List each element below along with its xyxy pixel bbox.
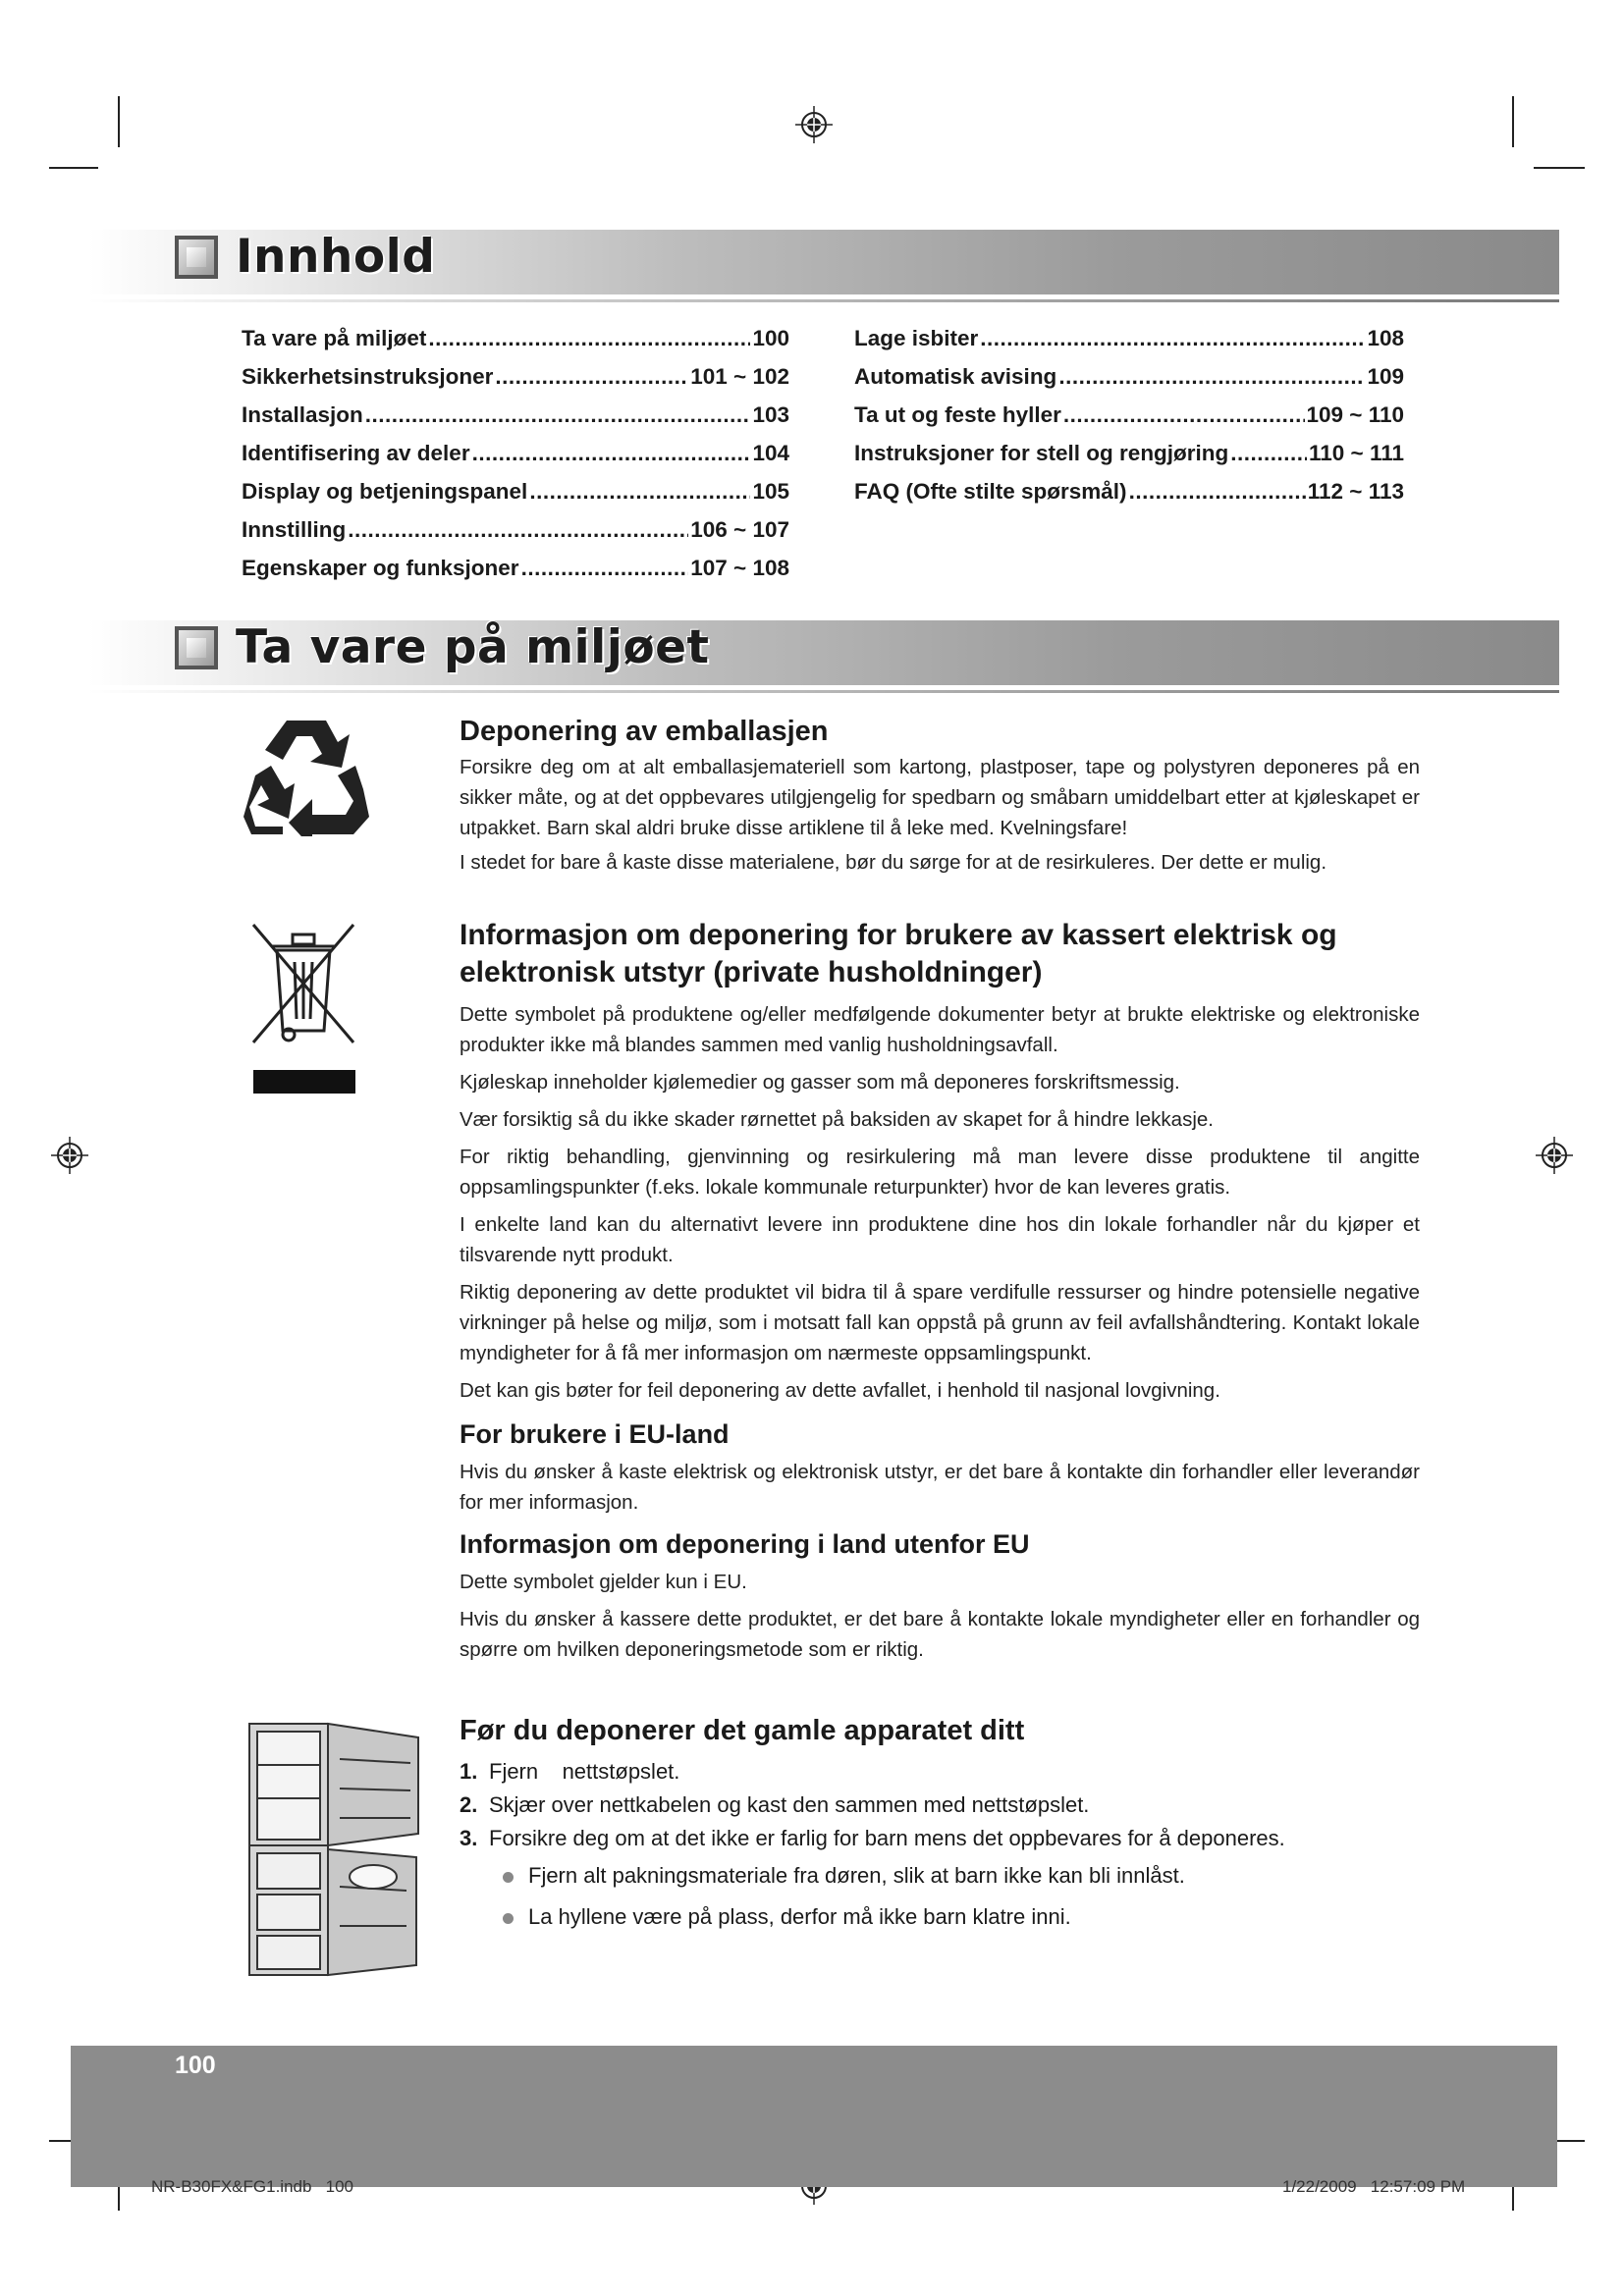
toc-leader: [1230, 441, 1307, 466]
toc-entry-page: 106 ~ 107: [690, 517, 789, 542]
toc-entry-title: Ta vare på miljøet: [242, 326, 427, 350]
toc-entry-page: 105: [752, 479, 789, 504]
registration-mark-icon: [795, 106, 833, 143]
toc-entry[interactable]: [854, 479, 1404, 517]
crop-mark: [1534, 167, 1585, 169]
toc-entry-title: Innstilling: [242, 517, 347, 542]
toc-entry[interactable]: [854, 364, 1404, 402]
weee-paragraph: For riktig behandling, gjenvinning og resirkulering må man levere disse produktene til angitte oppsamlingspunkter (f.eks. lokale kommunale returpunkter) hvor de kan leveres gratis.: [460, 1146, 1420, 1199]
disposal-step: [460, 1755, 1420, 1789]
eu-title: For brukere i EU-land: [460, 1419, 730, 1449]
recycle-icon: [244, 717, 369, 836]
step-number: 1.: [460, 1759, 478, 1784]
disposal-bullet: [460, 1896, 1420, 1938]
toc-leader: [365, 402, 751, 428]
non-eu-paragraph: Dette symbolet gjelder kun i EU.: [460, 1571, 747, 1593]
toc-entry-title: Egenskaper og funksjoner: [242, 556, 519, 580]
disposal-bullet: [460, 1855, 1420, 1896]
crossed-out-bin-icon: [249, 921, 357, 1097]
step-text: Skjær over nettkabelen og kast den sammen med nettstøpslet.: [489, 1792, 1090, 1817]
toc-entry-page: 109: [1367, 364, 1404, 389]
weee-paragraph: Dette symbolet på produktene og/eller medfølgende dokumenter betyr at brukte elektriske og elektroniske produkter ikke må blandes sammen med vanlig husholdningsavfall.: [460, 1003, 1420, 1056]
toc-entry[interactable]: [242, 326, 789, 364]
toc-leader: [1129, 479, 1306, 505]
environment-banner: [88, 620, 1559, 685]
toc-entry-title: Ta ut og feste hyller: [854, 402, 1061, 427]
toc-entry-title: Automatisk avising: [854, 364, 1057, 389]
toc-entry-page: 107 ~ 108: [690, 556, 789, 580]
packaging-paragraph: I stedet for bare å kaste disse materialene, bør du sørge for at de resirkuleres. Der dette er mulig.: [460, 851, 1327, 874]
page-number: 100: [175, 2052, 216, 2079]
contents-heading: Innhold: [236, 230, 436, 284]
toc-leader: [495, 364, 688, 390]
disposal-steps: [460, 1755, 1420, 1855]
banner-rule: [88, 299, 1559, 302]
print-slug-right: 1/22/2009 12:57:09 PM: [1282, 2177, 1466, 2196]
toc-leader: [980, 326, 1365, 351]
step-number: 2.: [460, 1792, 478, 1817]
print-slug-left: NR-B30FX&FG1.indb 100: [151, 2177, 353, 2196]
toc-entry-page: 103: [752, 402, 789, 427]
toc-entry-title: Installasjon: [242, 402, 363, 427]
toc-leader: [529, 479, 750, 505]
toc-entry[interactable]: [854, 441, 1404, 479]
before-disposal-title: Før du deponerer det gamle apparatet ditt: [460, 1715, 1025, 1746]
toc-leader: [1058, 364, 1365, 390]
toc-entry-page: 110 ~ 111: [1309, 441, 1404, 465]
packaging-title: Deponering av emballasjen: [460, 716, 829, 747]
non-eu-title: Informasjon om deponering i land utenfor EU: [460, 1529, 1030, 1559]
crop-mark: [118, 96, 120, 147]
toc-left-column: [242, 326, 789, 594]
eu-paragraph: Hvis du ønsker å kaste elektrisk og elektronisk utstyr, er det bare å kontakte din forhandler eller leverandør for mer informasjon.: [460, 1461, 1420, 1514]
non-eu-paragraph: Hvis du ønsker å kassere dette produktet, er det bare å kontakte lokale myndigheter eller en forhandler og spørre om hvilken deponeringsmetode som er riktig.: [460, 1608, 1420, 1661]
toc-leader: [1063, 402, 1305, 428]
packaging-paragraph: Forsikre deg om at alt emballasjemateriell som kartong, plastposer, tape og polystyren deponeres på en sikker måte, og at det oppbevares utilgjengelig for spedbarn og småbarn umiddelbart etter at kjøleskapet er utpakket. Barn skal aldri bruke disse artiklene til å leke med. Kvelningsfare!: [460, 756, 1420, 839]
toc-entry-page: 104: [752, 441, 789, 465]
toc-leader: [521, 556, 689, 581]
banner-rule: [88, 690, 1559, 693]
weee-paragraph: Vær forsiktig så du ikke skader rørnettet på baksiden av skapet for å hindre lekkasje.: [460, 1108, 1214, 1131]
banner-square-icon: [175, 626, 218, 669]
weee-paragraph: I enkelte land kan du alternativt levere inn produktene dine hos din lokale forhandler når du kjøper et tilsvarende nytt produkt.: [460, 1213, 1420, 1266]
before-disposal-section: [460, 1712, 1420, 1938]
disposal-step: [460, 1822, 1420, 1855]
crop-mark: [49, 167, 98, 169]
weee-title: Informasjon om deponering for brukere av kassert elektrisk og elektronisk utstyr (private husholdninger): [460, 919, 1337, 988]
toc-entry[interactable]: [854, 326, 1404, 364]
disposal-step: [460, 1789, 1420, 1822]
toc-entry[interactable]: [242, 517, 789, 556]
toc-entry[interactable]: [242, 556, 789, 594]
crop-mark: [1512, 96, 1514, 147]
toc-entry-title: Lage isbiter: [854, 326, 979, 350]
toc-entry[interactable]: [854, 402, 1404, 441]
environment-heading: Ta vare på miljøet: [236, 620, 710, 674]
toc-entry[interactable]: [242, 364, 789, 402]
toc-entry-title: FAQ (Ofte stilte spørsmål): [854, 479, 1127, 504]
toc-entry[interactable]: [242, 479, 789, 517]
toc-entry-title: Display og betjeningspanel: [242, 479, 528, 504]
packaging-section: [460, 713, 1420, 878]
step-number: 3.: [460, 1826, 478, 1850]
toc-leader: [428, 326, 750, 351]
weee-section: [460, 917, 1420, 1665]
toc-entry-title: Sikkerhetsinstruksjoner: [242, 364, 494, 389]
footer-bar: [71, 2046, 1557, 2187]
banner-square-icon: [175, 236, 218, 279]
step-text: Fjern nettstøpslet.: [489, 1759, 680, 1784]
step-text: Forsikre deg om at det ikke er farlig for barn mens det oppbevares for å deponeres.: [489, 1826, 1285, 1850]
toc-entry-title: Instruksjoner for stell og rengjøring: [854, 441, 1229, 465]
weee-paragraph: Det kan gis bøter for feil deponering av dette avfallet, i henhold til nasjonal lovgivning.: [460, 1379, 1220, 1402]
toc-entry[interactable]: [242, 402, 789, 441]
toc-leader: [472, 441, 751, 466]
bullet-text: Fjern alt pakningsmateriale fra døren, slik at barn ikke kan bli innlåst.: [528, 1863, 1185, 1888]
toc-entry-title: Identifisering av deler: [242, 441, 470, 465]
toc-entry-page: 112 ~ 113: [1307, 479, 1404, 504]
registration-mark-icon: [1536, 1137, 1573, 1174]
toc-entry-page: 100: [752, 326, 789, 350]
bullet-text: La hyllene være på plass, derfor må ikke barn klatre inni.: [528, 1904, 1071, 1929]
contents-banner: [88, 230, 1559, 294]
weee-paragraph: Kjøleskap inneholder kjølemedier og gasser som må deponeres forskriftsmessig.: [460, 1071, 1180, 1094]
toc-leader: [348, 517, 688, 543]
toc-entry-page: 108: [1367, 326, 1404, 350]
toc-entry-page: 101 ~ 102: [690, 364, 789, 389]
weee-paragraph: Riktig deponering av dette produktet vil bidra til å spare verdifulle ressurser og hindre potensielle negative virkninger på helse og miljø, som i motsatt fall kan oppstå på grunn av feil avfallshåndtering. Kontakt lokale myndigheter for å få mer informasjon om nærmeste oppsamlingspunkt.: [460, 1281, 1420, 1364]
toc-right-column: [854, 326, 1404, 517]
toc-entry[interactable]: [242, 441, 789, 479]
toc-entry-page: 109 ~ 110: [1306, 402, 1404, 427]
registration-mark-icon: [51, 1137, 88, 1174]
refrigerator-illustration: [245, 1720, 432, 1979]
